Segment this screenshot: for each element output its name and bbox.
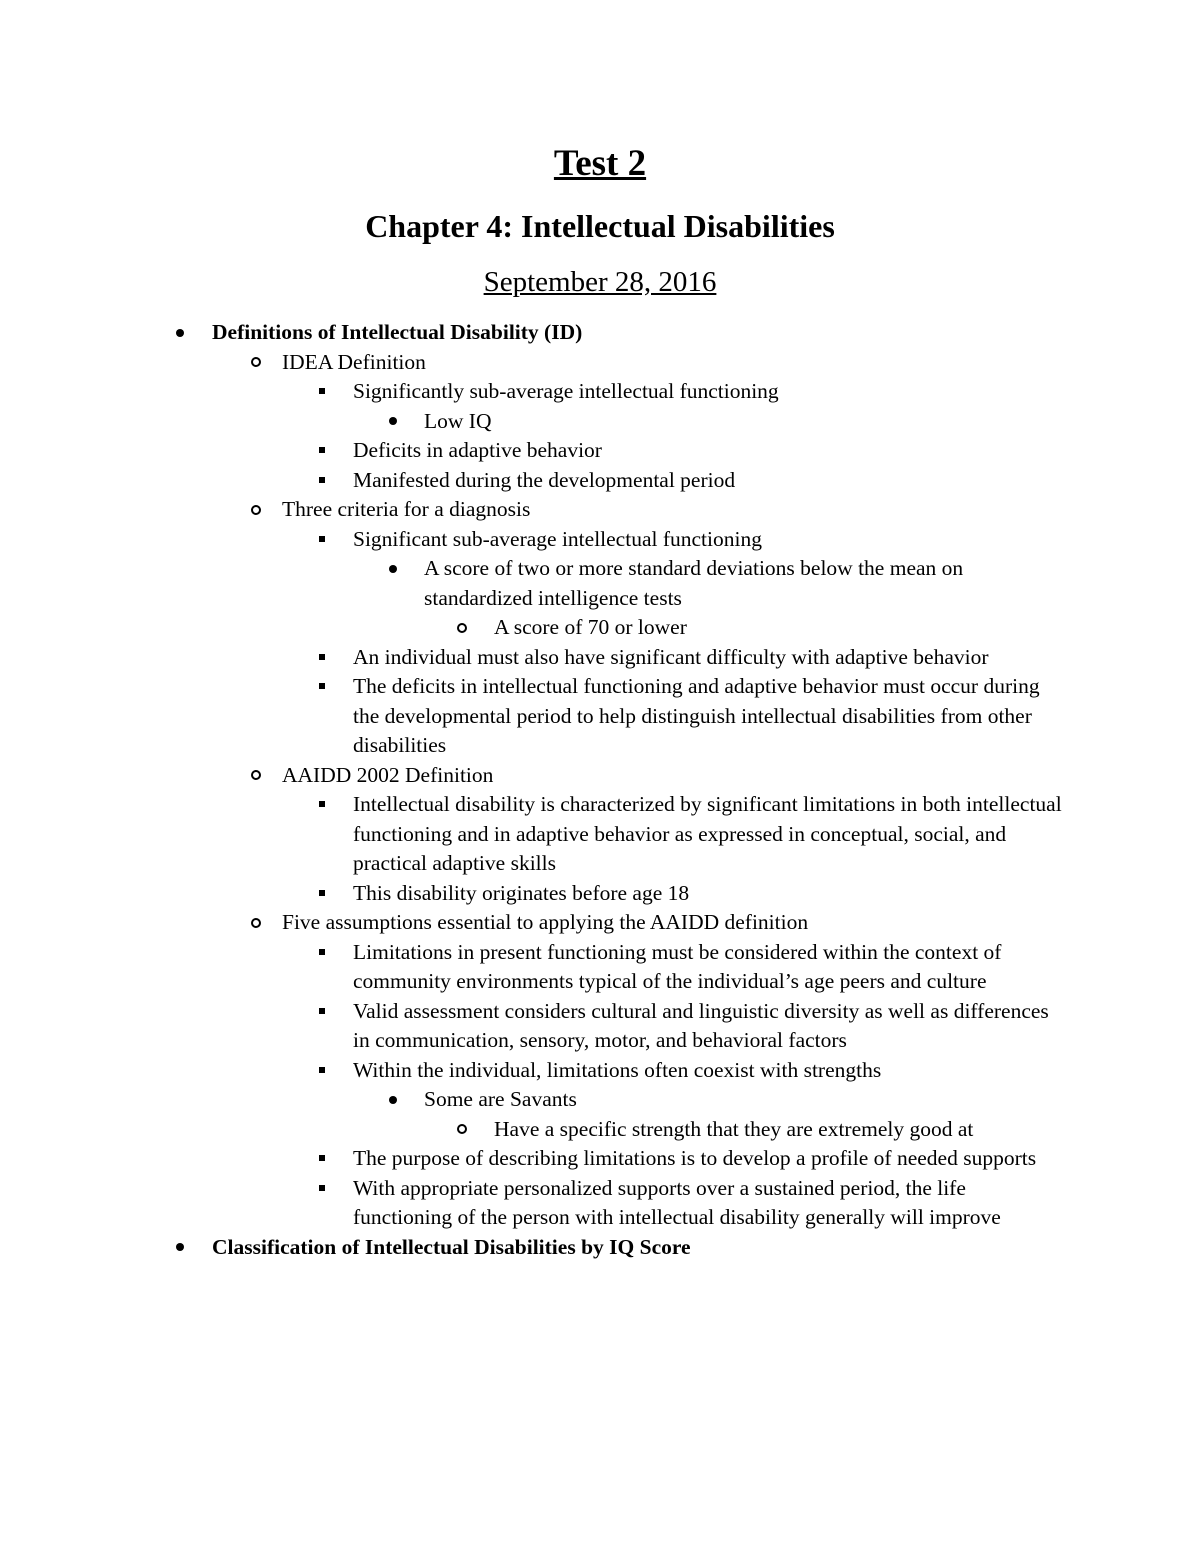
outline-item-text: Have a specific strength that they are extremely good at — [494, 1116, 974, 1141]
outline-item — [0, 495, 1200, 525]
bullet-square-icon — [312, 672, 332, 702]
outline-item-text: Valid assessment considers cultural and linguistic diversity as well as differences in communication, sensory, motor, and behavioral factors — [353, 998, 1049, 1052]
outline-item — [0, 318, 1200, 348]
outline-item-text: A score of two or more standard deviations below the mean on standardized intelligence tests — [424, 556, 964, 610]
outline-item — [0, 525, 1200, 555]
outline-item-text: Some are Savants — [424, 1087, 577, 1111]
bullet-dot-icon — [170, 318, 190, 348]
outline-item-text: Intellectual disability is characterized by significant limitations in both intellectual functioning and in adaptive behavior as expressed in conceptual, social, and practical adaptive skills — [353, 792, 1062, 875]
outline-item-text: Manifested during the developmental period — [353, 467, 736, 492]
bullet-circle-icon — [246, 908, 266, 938]
bullet-square-icon — [312, 1056, 332, 1086]
outline-item — [0, 1056, 1200, 1086]
outline-item-text: An individual must also have significant difficulty with adaptive behavior — [353, 644, 989, 669]
outline-item — [0, 761, 1200, 791]
outline-item — [0, 672, 1200, 761]
outline-item-text: This disability originates before age 18 — [353, 880, 690, 905]
notes-outline — [0, 318, 1200, 1262]
outline-item — [0, 1233, 1200, 1263]
bullet-square-icon — [312, 879, 332, 909]
bullet-circle-icon — [452, 1115, 472, 1145]
outline-item-text: Classification of Intellectual Disabilities by IQ Score — [212, 1234, 691, 1259]
bullet-square-icon — [312, 436, 332, 466]
outline-item-text: Within the individual, limitations often coexist with strengths — [353, 1057, 882, 1082]
outline-item — [0, 643, 1200, 673]
outline-item — [0, 554, 1200, 613]
outline-item-text: Definitions of Intellectual Disability (ID) — [212, 320, 583, 344]
outline-item — [0, 997, 1200, 1056]
bullet-square-icon — [312, 1144, 332, 1174]
bullet-circle-icon — [246, 761, 266, 791]
bullet-circle-icon — [246, 495, 266, 525]
bullet-square-icon — [312, 790, 332, 820]
outline-item-text: Significantly sub-average intellectual functioning — [353, 379, 779, 403]
document-title: Test 2 — [553, 143, 647, 184]
bullet-square-icon — [312, 997, 332, 1027]
outline-item-text: IDEA Definition — [282, 349, 426, 374]
outline-item-text: Significant sub-average intellectual functioning — [353, 526, 762, 551]
bullet-dot-icon — [383, 1085, 403, 1115]
outline-item — [0, 1144, 1200, 1174]
bullet-dot-icon — [383, 554, 403, 584]
outline-item-text: The deficits in intellectual functioning and adaptive behavior must occur during the developmental period to help distinguish intellectual disabilities from other disabilities — [353, 674, 1040, 757]
bullet-dot-icon — [383, 407, 403, 437]
outline-item-text: Three criteria for a diagnosis — [282, 497, 531, 521]
outline-item — [0, 879, 1200, 909]
outline-item-text: Five assumptions essential to applying the AAIDD definition — [282, 910, 809, 934]
outline-item — [0, 466, 1200, 496]
bullet-square-icon — [312, 466, 332, 496]
outline-item — [0, 1115, 1200, 1145]
outline-item — [0, 613, 1200, 643]
outline-item — [0, 790, 1200, 879]
outline-item — [0, 938, 1200, 997]
bullet-square-icon — [312, 643, 332, 673]
outline-item-text: Deficits in adaptive behavior — [353, 438, 602, 462]
outline-item-text: Low IQ — [424, 408, 492, 433]
outline-item-text: The purpose of describing limitations is to develop a profile of needed supports — [353, 1146, 1037, 1170]
outline-item-text: With appropriate personalized supports over a sustained period, the life functioning of the person with intellectual disability generally will improve — [353, 1175, 1001, 1229]
outline-item — [0, 1174, 1200, 1233]
outline-item — [0, 908, 1200, 938]
bullet-circle-icon — [246, 348, 266, 378]
outline-item — [0, 348, 1200, 378]
outline-item — [0, 407, 1200, 437]
bullet-dot-icon — [170, 1233, 190, 1263]
outline-item-text: Limitations in present functioning must be considered within the context of community environments typical of the individual’s age peers and culture — [353, 939, 1002, 993]
document-date: September 28, 2016 — [483, 266, 717, 298]
bullet-square-icon — [312, 1174, 332, 1204]
bullet-square-icon — [312, 377, 332, 407]
outline-item — [0, 436, 1200, 466]
bullet-square-icon — [312, 938, 332, 968]
outline-item — [0, 1085, 1200, 1115]
outline-item-text: A score of 70 or lower — [494, 615, 687, 639]
bullet-square-icon — [312, 525, 332, 555]
bullet-circle-icon — [452, 613, 472, 643]
chapter-heading: Chapter 4: Intellectual Disabilities — [365, 208, 835, 244]
outline-item-text: AAIDD 2002 Definition — [282, 762, 494, 787]
outline-item — [0, 377, 1200, 407]
